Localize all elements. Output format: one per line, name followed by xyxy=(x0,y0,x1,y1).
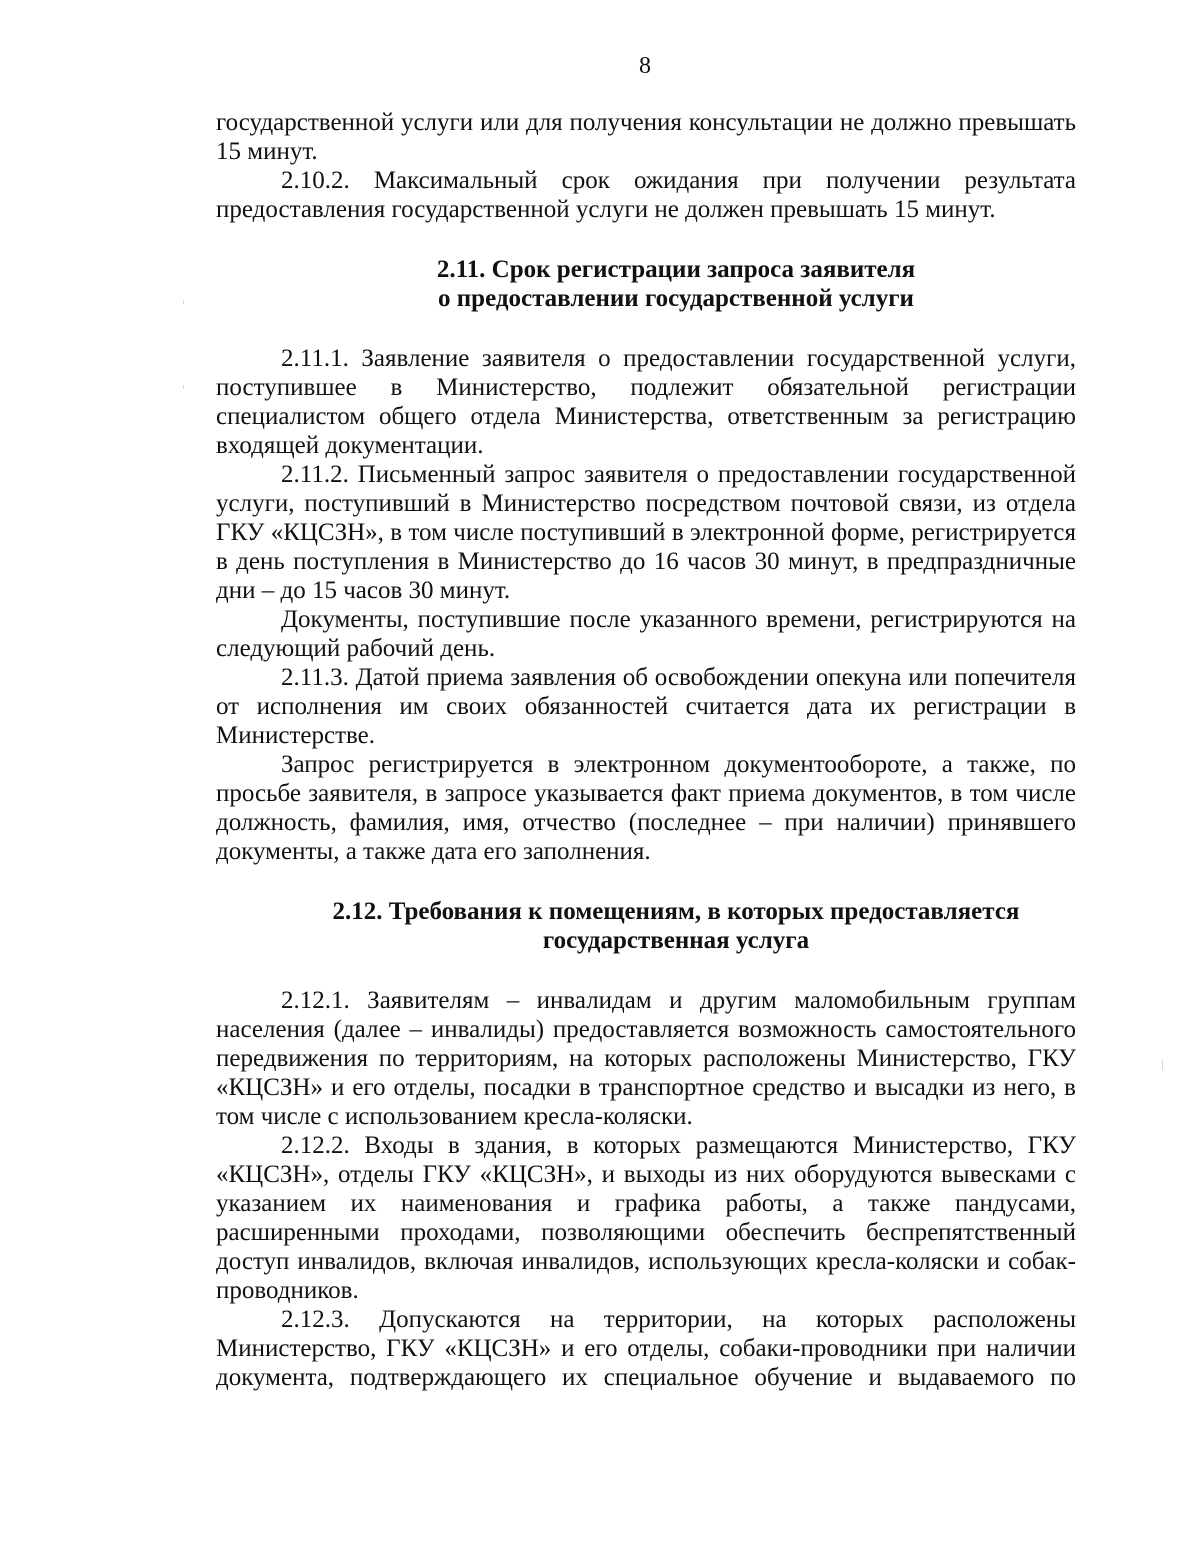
section-heading-2-11-line-1: 2.11. Срок регистрации запроса заявителя xyxy=(436,256,916,283)
scan-artifact-right xyxy=(1162,1060,1163,1070)
spacer xyxy=(216,313,1076,344)
paragraph-2-12-3: 2.12.3. Допускаются на территории, на которых расположены Министерство, ГКУ «КЦСЗН» и его отделы, собаки-проводники при наличии документа, подтверждающего их специальное обучение и выдаваемого по xyxy=(216,1306,1076,1391)
section-heading-2-12-line-1: 2.12. Требования к помещениям, в которых предоставляется xyxy=(332,898,1020,925)
paragraph-2-11-2-documents: Документы, поступившие после указанного времени, регистрируются на следующий рабочий день. xyxy=(216,606,1076,662)
section-heading-2-12 xyxy=(216,897,1076,955)
scan-artifact-left xyxy=(183,300,184,304)
section-heading-2-11-line-2: о предоставлении государственной услуги xyxy=(438,285,914,312)
spacer xyxy=(216,955,1076,986)
paragraph-continuation: государственной услуги или для получения консультации не должно превышать 15 минут. xyxy=(216,109,1076,165)
scan-artifact-left-lower xyxy=(183,385,184,389)
document-body xyxy=(216,108,1076,1392)
page-number: 8 xyxy=(639,53,651,79)
paragraph-2-12-2: 2.12.2. Входы в здания, в которых размещаются Министерство, ГКУ «КЦСЗН», отделы ГКУ «КЦСЗН», и выходы из них оборудуются вывесками с указанием их наименования и графика работы, а также пандусами, расширенными проходами, позволяющими обеспечить беспрепятственный доступ инвалидов, включая инвалидов, использующих кресла-коляски и собак-проводников. xyxy=(216,1132,1076,1304)
section-heading-2-11 xyxy=(216,255,1076,313)
paragraph-2-11-3: 2.11.3. Датой приема заявления об освобождении опекуна или попечителя от исполнения им своих обязанностей считается дата их регистрации в Министерстве. xyxy=(216,664,1076,749)
paragraph-2-10-2: 2.10.2. Максимальный срок ожидания при получении результата предоставления государственной услуги не должен превышать 15 минут. xyxy=(216,167,1076,223)
paragraph-2-11-2: 2.11.2. Письменный запрос заявителя о предоставлении государственной услуги, поступивший в Министерство посредством почтовой связи, из отдела ГКУ «КЦСЗН», в том числе поступивший в электронной форме, регистрируется в день поступления в Министерство до 16 часов 30 минут, в предпраздничные дни – до 15 часов 30 минут. xyxy=(216,461,1076,604)
spacer xyxy=(216,866,1076,897)
paragraph-2-11-3-request: Запрос регистрируется в электронном документообороте, а также, по просьбе заявителя, в запросе указывается факт приема документов, в том числе должность, фамилия, имя, отчество (последнее – при наличии) принявшего документы, а также дата его заполнения. xyxy=(216,751,1076,865)
paragraph-2-12-1: 2.12.1. Заявителям – инвалидам и другим маломобильным группам населения (далее – инвалиды) предоставляется возможность самостоятельного передвижения по территориям, на которых расположены Министерство, ГКУ «КЦСЗН» и его отделы, посадки в транспортное средство и высадки из него, в том числе с использованием кресла-коляски. xyxy=(216,987,1076,1130)
paragraph-2-11-1: 2.11.1. Заявление заявителя о предоставлении государственной услуги, поступившее в Министерство, подлежит обязательной регистрации специалистом общего отдела Министерства, ответственным за регистрацию входящей документации. xyxy=(216,345,1076,459)
section-heading-2-12-line-2: государственная услуга xyxy=(542,927,810,954)
spacer xyxy=(216,224,1076,255)
